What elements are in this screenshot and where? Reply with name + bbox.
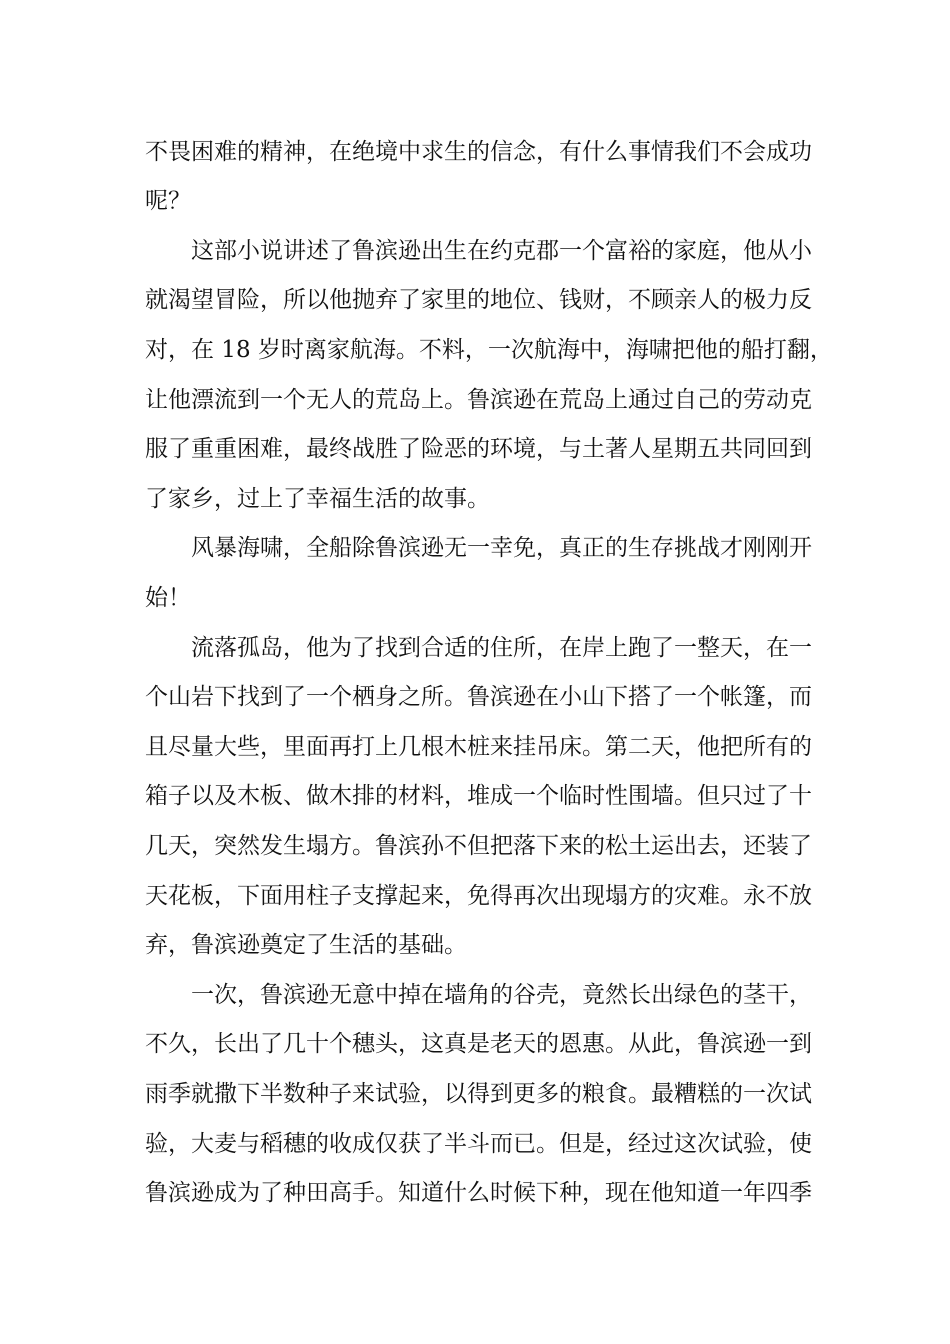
text-line: 个山岩下找到了一个栖身之所。鲁滨逊在小山下搭了一个帐篷，而 <box>145 684 812 710</box>
text-line: 了家乡，过上了幸福生活的故事。 <box>145 486 490 512</box>
text-line: 验，大麦与稻穗的收成仅获了半斗而已。但是，经过这次试验，使 <box>145 1131 812 1157</box>
text-line: 不久，长出了几十个穗头，这真是老天的恩惠。从此，鲁滨逊一到 <box>145 1031 812 1057</box>
text-line: 呢？ <box>145 188 191 214</box>
text-line: 雨季就撒下半数种子来试验，以得到更多的粮食。最糟糕的一次试 <box>145 1081 812 1107</box>
text-line: 且尽量大些，里面再打上几根木桩来挂吊床。第二天，他把所有的 <box>145 734 812 760</box>
text-line: 不畏困难的精神，在绝境中求生的信念，有什么事情我们不会成功 <box>145 139 812 165</box>
text-line: 几天，突然发生塌方。鲁滨孙不但把落下来的松土运出去，还装了 <box>145 833 812 859</box>
text-line: 弃，鲁滨逊奠定了生活的基础。 <box>145 932 467 958</box>
paragraph-first-line: 这部小说讲述了鲁滨逊出生在约克郡一个富裕的家庭，他从小 <box>191 238 812 264</box>
text-line: 对，在 18 岁时离家航海。不料，一次航海中，海啸把他的船打翻， <box>145 337 833 363</box>
text-line: 服了重重困难，最终战胜了险恶的环境，与土著人星期五共同回到 <box>145 436 812 462</box>
paragraph-first-line: 一次，鲁滨逊无意中掉在墙角的谷壳，竟然长出绿色的茎干， <box>191 982 812 1008</box>
text-line: 就渴望冒险，所以他抛弃了家里的地位、钱财，不顾亲人的极力反 <box>145 287 812 313</box>
text-line: 天花板，下面用柱子支撑起来，免得再次出现塌方的灾难。永不放 <box>145 883 812 909</box>
text-line: 始！ <box>145 585 191 611</box>
text-line: 鲁滨逊成为了种田高手。知道什么时候下种，现在他知道一年四季 <box>145 1180 812 1206</box>
paragraph-first-line: 风暴海啸，全船除鲁滨逊无一幸免，真正的生存挑战才刚刚开 <box>191 535 812 561</box>
text-line: 让他漂流到一个无人的荒岛上。鲁滨逊在荒岛上通过自己的劳动克 <box>145 387 812 413</box>
text-line: 箱子以及木板、做木排的材料，堆成一个临时性围墙。但只过了十 <box>145 783 812 809</box>
paragraph-first-line: 流落孤岛，他为了找到合适的住所，在岸上跑了一整天，在一 <box>191 635 812 661</box>
